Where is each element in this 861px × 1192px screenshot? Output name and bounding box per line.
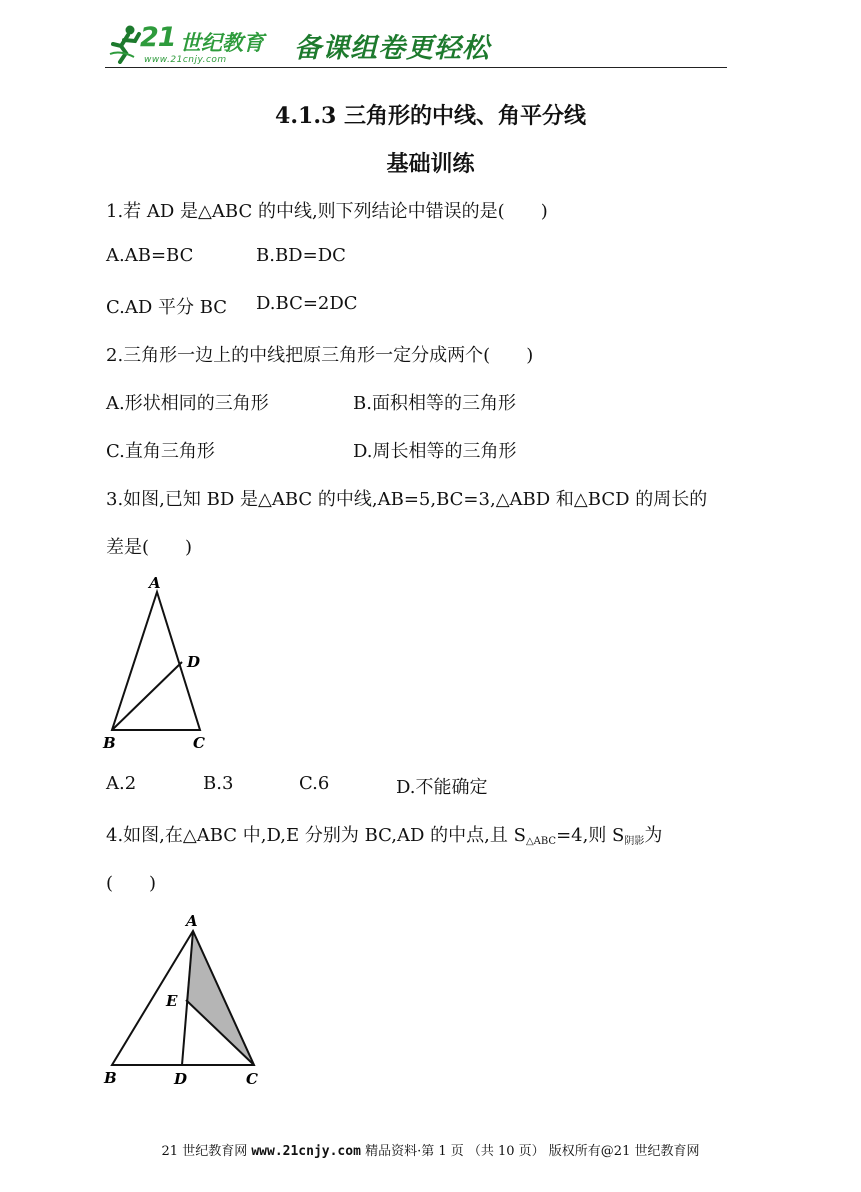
question-1-option-c: C.AD 平分 BC [106, 297, 228, 318]
question-2-option-a: A.形状相同的三角形 [106, 393, 269, 414]
area-subscript-abc: △ABC [525, 836, 557, 847]
question-3-stem-cont: 差是( ) [106, 537, 193, 558]
question-3-option-b: B.3 [203, 773, 234, 794]
label-e: E [166, 992, 178, 1010]
question-4-stem-cont: ( ) [106, 873, 157, 894]
question-1-stem: 1.若 AD 是△ABC 的中线,则下列结论中错误的是( ) [106, 201, 548, 222]
label-c: C [246, 1070, 258, 1088]
question-2-stem: 2.三角形一边上的中线把原三角形一定分成两个( ) [106, 345, 534, 366]
question-3-option-c: C.6 [299, 773, 330, 794]
question-3-stem: 3.如图,已知 BD 是△ABC 的中线,AB=5,BC=3,△ABD 和△BCD 的周长的 [106, 489, 708, 510]
footer-site-name: 21 世纪教育网 [161, 1144, 248, 1159]
section-title: 基础训练 [386, 151, 475, 177]
header-logo [108, 22, 528, 68]
question-4-stem-part1: 4.如图,在△ABC 中,D,E 分别为 BC,AD 的中点,且 S [106, 825, 526, 846]
area-subscript-shaded: 阴影 [624, 836, 645, 847]
question-1-option-a: A.AB=BC [106, 245, 194, 266]
question-1-option-b: B.BD=DC [256, 245, 346, 266]
header-slogan: 备课组卷更轻松 [294, 33, 490, 64]
logo-name: 世纪教育 [180, 31, 264, 55]
label-a: A [186, 912, 198, 930]
page-title: 4.1.3 三角形的中线、角平分线 [275, 103, 586, 129]
question-1-option-d: D.BC=2DC [256, 293, 358, 314]
footer-site-url[interactable]: www.21cnjy.com [251, 1144, 361, 1159]
question-3-option-d: D.不能确定 [396, 777, 488, 798]
logo-url: www.21cnjy.com [144, 55, 227, 65]
label-a: A [149, 574, 161, 592]
footer-page-info: 精品资料·第 1 页 （共 10 页） 版权所有@21 世纪教育网 [365, 1144, 700, 1159]
question-3-figure [100, 570, 220, 755]
label-c: C [193, 734, 205, 752]
runner-logo-icon [108, 24, 142, 64]
page-footer [0, 1140, 861, 1159]
label-b: B [103, 734, 116, 752]
header-divider [105, 67, 727, 68]
question-2-option-c: C.直角三角形 [106, 441, 215, 462]
label-d: D [174, 1070, 188, 1088]
question-4-stem-part2: =4,则 S [556, 825, 625, 846]
question-2-option-b: B.面积相等的三角形 [353, 393, 516, 414]
logo-number: 21 [140, 22, 176, 53]
label-d: D [187, 653, 201, 671]
question-4-stem [106, 821, 662, 847]
question-4-figure [100, 905, 270, 1090]
question-4-stem-part3: 为 [644, 825, 663, 846]
question-2-option-d: D.周长相等的三角形 [353, 441, 517, 462]
question-3-option-a: A.2 [106, 773, 137, 794]
label-b: B [104, 1069, 117, 1087]
